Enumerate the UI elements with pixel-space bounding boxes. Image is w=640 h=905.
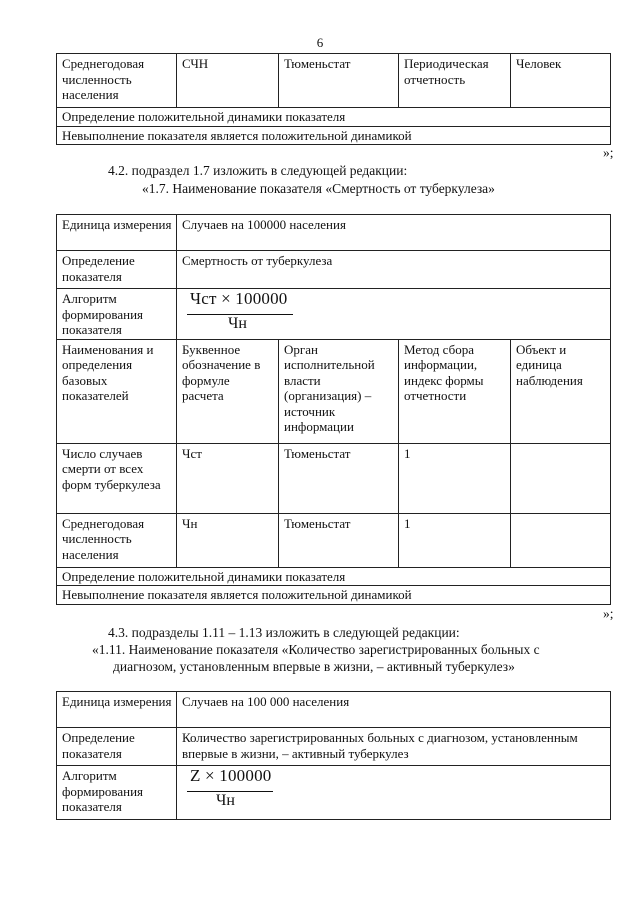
- algorithm-label: Алгоритм формирования показателя: [57, 289, 177, 340]
- dynamics-definition: Определение положительной динамики показателя: [57, 108, 611, 127]
- unit-value: Случаев на 100 000 населения: [177, 692, 611, 728]
- formula-denominator: Чн: [216, 792, 235, 809]
- table-continuation: [56, 53, 611, 145]
- cell-letter-code: СЧН: [177, 54, 279, 108]
- table-row: [57, 443, 611, 513]
- dynamics-definition: Определение положительной динамики показателя: [57, 567, 611, 586]
- cell-indicator-name: Среднегодовая численность населения: [57, 513, 177, 567]
- formula: [182, 291, 606, 333]
- table-row: [57, 513, 611, 567]
- formula-numerator: Чст × 100000: [190, 289, 288, 308]
- section-title-1-7: «1.7. Наименование показателя «Смертность от туберкулеза»: [142, 181, 495, 196]
- table-row: [57, 108, 611, 127]
- cell-source: Тюменьстат: [279, 54, 399, 108]
- header-source: Орган исполнительной власти (организация) – источник информации: [279, 339, 399, 443]
- closing-quote: »;: [603, 145, 614, 160]
- cell-object: [511, 513, 611, 567]
- unit-value: Случаев на 100000 населения: [177, 215, 611, 251]
- cell-source: Тюменьстат: [279, 443, 399, 513]
- table-row: [57, 567, 611, 586]
- non-fulfillment-note: Невыполнение показателя является положительной динамикой: [57, 586, 611, 605]
- cell-indicator-name: Число случаев смерти от всех форм туберкулеза: [57, 443, 177, 513]
- table-header-row: [57, 339, 611, 443]
- cell-unit: Человек: [511, 54, 611, 108]
- formula-numerator: Z × 100000: [190, 766, 272, 785]
- header-indicator-names: Наименования и определения базовых показателей: [57, 339, 177, 443]
- table-row: [57, 586, 611, 605]
- definition-value: Смертность от туберкулеза: [177, 251, 611, 289]
- closing-quote: »;: [603, 606, 614, 621]
- definition-label: Определение показателя: [57, 728, 177, 766]
- table-row: [57, 54, 611, 108]
- formula-cell: [177, 766, 611, 820]
- cell-source: Тюменьстат: [279, 513, 399, 567]
- table-row: [57, 251, 611, 289]
- formula: [182, 768, 606, 810]
- cell-letter-code: Чн: [177, 513, 279, 567]
- non-fulfillment-note: Невыполнение показателя является положительной динамикой: [57, 126, 611, 145]
- header-letter-code: Буквенное обозначение в формуле расчета: [177, 339, 279, 443]
- page-number: 6: [316, 35, 324, 50]
- unit-label: Единица измерения: [57, 215, 177, 251]
- table-row: [57, 766, 611, 820]
- header-object: Объект и единица наблюдения: [511, 339, 611, 443]
- table-row: [57, 692, 611, 728]
- cell-object: [511, 443, 611, 513]
- algorithm-label: Алгоритм формирования показателя: [57, 766, 177, 820]
- table-row: [57, 126, 611, 145]
- formula-cell: [177, 289, 611, 340]
- section-title-1-11-line1: «1.11. Наименование показателя «Количество зарегистрированных больных с: [92, 642, 540, 657]
- cell-indicator-name: Среднегодовая численность населения: [57, 54, 177, 108]
- section-title-1-11-line2: диагнозом, установленным впервые в жизни, – активный туберкулез»: [113, 659, 515, 674]
- table-1-7: [56, 214, 611, 605]
- cell-method: Периодическая отчетность: [399, 54, 511, 108]
- cell-letter-code: Чст: [177, 443, 279, 513]
- header-method: Метод сбора информации, индекс формы отчетности: [399, 339, 511, 443]
- cell-method: 1: [399, 513, 511, 567]
- paragraph-4-3: 4.3. подразделы 1.11 – 1.13 изложить в следующей редакции:: [108, 625, 460, 640]
- definition-value: Количество зарегистрированных больных с диагнозом, установленным впервые в жизни, – активный туберкулез: [177, 728, 611, 766]
- cell-method: 1: [399, 443, 511, 513]
- formula-denominator: Чн: [228, 315, 247, 332]
- table-row: [57, 215, 611, 251]
- table-row: [57, 728, 611, 766]
- paragraph-4-2: 4.2. подраздел 1.7 изложить в следующей редакции:: [108, 163, 408, 178]
- table-1-11: [56, 691, 611, 820]
- table-row: [57, 289, 611, 340]
- definition-label: Определение показателя: [57, 251, 177, 289]
- unit-label: Единица измерения: [57, 692, 177, 728]
